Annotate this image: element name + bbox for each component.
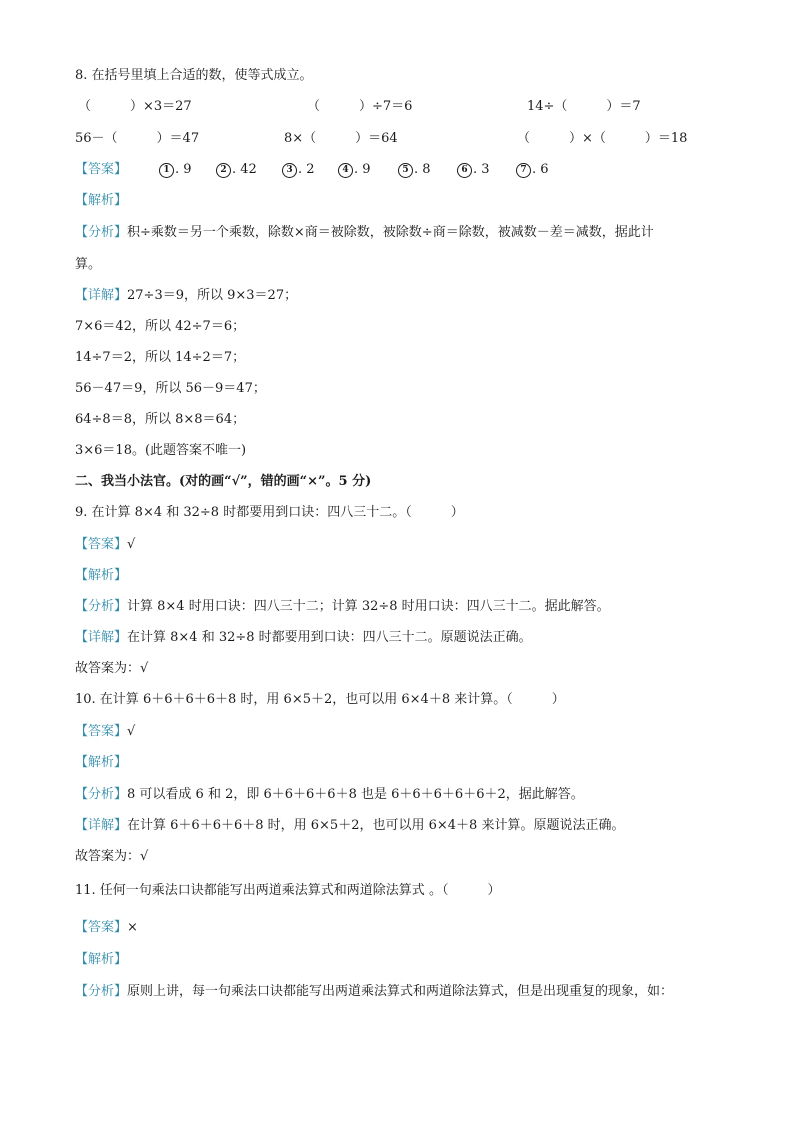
q8-blank-1: （ ）×3＝27 <box>78 99 192 114</box>
q8-fenxi <box>75 224 654 242</box>
q10-title: 10. 在计算 6＋6＋6＋6＋8 时，用 6×5＋2，也可以用 6×4＋8 来计算。（ ） <box>75 692 565 707</box>
q10-answer <box>75 723 135 741</box>
section2-heading: 二、我当小法官。(对的画“√”，错的画“×”。5 分) <box>75 474 372 489</box>
fenxi-tag: 【分析】 <box>75 984 128 999</box>
fenxi-tag: 【分析】 <box>75 599 128 614</box>
answer-tag: 【答案】 <box>75 162 128 177</box>
q11-title: 11. 任何一句乘法口诀都能写出两道乘法算式和两道除法算式 。（ ） <box>75 883 501 898</box>
q8-answer-6: 6 . 3 <box>457 161 490 179</box>
q8-answer-3: 3 . 2 <box>282 161 315 179</box>
q8-blank-4: 56－（ ）＝47 <box>75 131 200 146</box>
q9-answer <box>75 536 135 554</box>
q8-answer-4: 4 . 9 <box>338 161 371 179</box>
q8-blank-3: 14÷（ ）＝7 <box>527 99 641 114</box>
answer-value: √ <box>127 537 136 552</box>
q8-answer-1: 1 . 9 <box>159 161 192 179</box>
q9-fenxi: 【分析】计算 8×4 时用口诀：四八三十二；计算 32÷8 时用口诀：四八三十二。据此解答。 <box>75 599 610 614</box>
q8-detail-2: 7×6＝42，所以 42÷7＝6； <box>75 319 246 334</box>
answer-value: √ <box>127 724 136 739</box>
q9-title: 9. 在计算 8×4 和 32÷8 时都要用到口诀：四八三十二。（ ） <box>75 505 464 520</box>
q8-blank-2: （ ）÷7＝6 <box>307 99 413 114</box>
q8-answer-5: 5 . 8 <box>398 161 431 179</box>
q8-detail-1: 【详解】27÷3＝9，所以 9×3＝27； <box>75 288 298 303</box>
q8-blank-5: 8×（ ）＝64 <box>284 131 398 146</box>
q8-detail-4: 56－47＝9，所以 56－9＝47； <box>75 381 266 396</box>
circled-number: 7 <box>516 163 531 178</box>
q8-detail-3: 14÷7＝2，所以 14÷2＝7； <box>75 350 246 365</box>
detail-tag: 【详解】 <box>75 818 128 833</box>
q9-detail: 【详解】在计算 8×4 和 32÷8 时都要用到口诀：四八三十二。原题说法正确。 <box>75 630 532 645</box>
circled-number: 3 <box>282 163 297 178</box>
q10-fenxi: 【分析】8 可以看成 6 和 2，即 6＋6＋6＋6＋8 也是 6＋6＋6＋6＋6＋2，据此解答。 <box>75 787 584 802</box>
fenxi-tag: 【分析】 <box>75 787 128 802</box>
circled-number: 4 <box>338 163 353 178</box>
q8-answer-row <box>75 161 715 179</box>
q11-analysis-tag: 【解析】 <box>75 952 128 967</box>
fenxi-text: 积÷乘数＝另一个乘数，除数×商＝被除数，被除数÷商＝除数，被减数－差＝减数，据此计 <box>127 225 654 240</box>
detail-tag: 【详解】 <box>75 630 128 645</box>
q8-detail-5: 64÷8＝8，所以 8×8＝64； <box>75 412 246 427</box>
q10-conclusion: 故答案为：√ <box>75 849 149 864</box>
q10-analysis-tag: 【解析】 <box>75 755 128 770</box>
q8-blank-6: （ ）×（ ）＝18 <box>517 131 688 146</box>
answer-tag: 【答案】 <box>75 724 128 739</box>
q10-detail: 【详解】在计算 6＋6＋6＋6＋8 时，用 6×5＋2，也可以用 6×4＋8 来计算。原题说法正确。 <box>75 818 625 833</box>
detail-tag: 【详解】 <box>75 288 128 303</box>
answer-value: × <box>127 920 138 935</box>
q11-answer <box>75 919 138 937</box>
circled-number: 1 <box>159 163 174 178</box>
circled-number: 6 <box>457 163 472 178</box>
circled-number: 2 <box>216 163 231 178</box>
answer-tag: 【答案】 <box>75 537 128 552</box>
q8-detail-6: 3×6＝18。(此题答案不唯一) <box>75 443 247 458</box>
q8-title: 8. 在括号里填上合适的数，使等式成立。 <box>75 68 313 83</box>
q8-answer-7: 7 . 6 <box>516 161 549 179</box>
q9-conclusion: 故答案为：√ <box>75 661 149 676</box>
q11-fenxi: 【分析】原则上讲，每一句乘法口诀都能写出两道乘法算式和两道除法算式，但是出现重复的现象，如： <box>75 984 674 999</box>
circled-number: 5 <box>398 163 413 178</box>
q8-fenxi-cont: 算。 <box>75 257 102 272</box>
q8-answer-2: 2 . 42 <box>216 161 257 179</box>
fenxi-tag: 【分析】 <box>75 225 128 240</box>
q9-analysis-tag: 【解析】 <box>75 568 128 583</box>
answer-tag: 【答案】 <box>75 920 128 935</box>
q8-analysis-tag: 【解析】 <box>75 193 128 208</box>
